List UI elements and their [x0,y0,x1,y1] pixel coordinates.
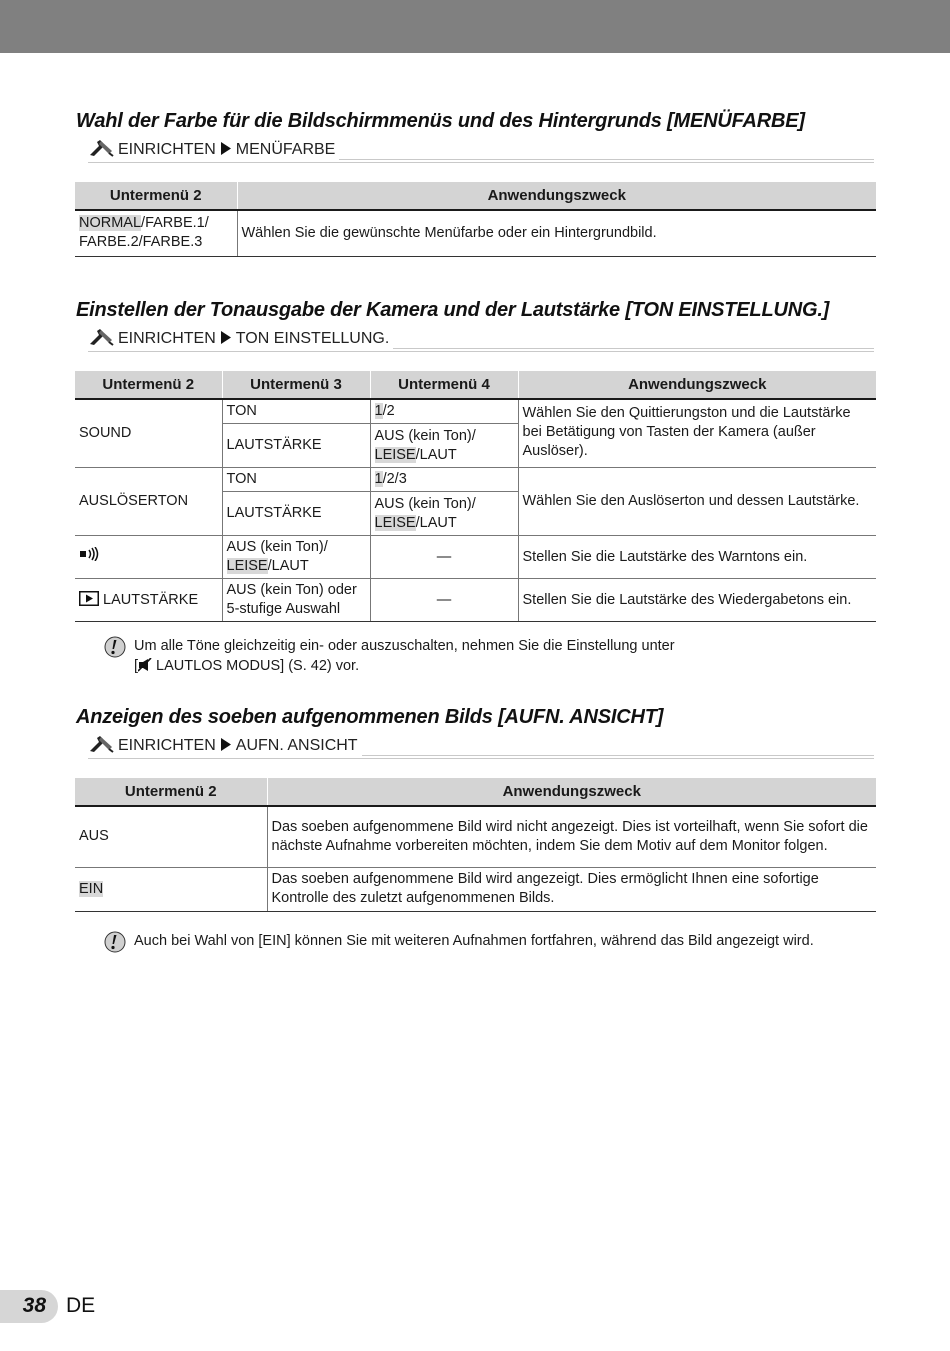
playback-sub4: — [370,579,518,622]
playback-icon [79,591,99,606]
sound-laut-options: AUS (kein Ton)/ LEISE/LAUT [370,424,518,468]
arrow-right-icon [220,142,232,155]
shutter-laut-options: AUS (kein Ton)/ LEISE/LAUT [370,492,518,536]
sound-laut: LAUTSTÄRKE [222,424,370,468]
aus-purpose: Das soeben aufgenommene Bild wird nicht angezeigt. Dies ist vorteilhaft, wenn Sie sofort die nächste Aufnahme vorbereiten möchten, indem Sie dem Motiv auf dem Monitor folgen. [267,806,876,867]
beep-label [75,536,222,579]
shutter-label: AUSLÖSERTON [75,468,222,536]
section-title-ton: Einstellen der Tonausgabe der Kamera und der Lautstärke [TON EINSTELLUNG.] [76,299,830,321]
table-row [75,806,876,867]
arrow-right-icon [220,738,232,751]
beep-options: AUS (kein Ton)/ LEISE/LAUT [222,536,370,579]
breadcrumb-setup: EINRICHTEN [118,737,216,754]
table-header-row [75,778,876,806]
default-option: NORMAL [79,215,142,232]
col-header-submenu2: Untermenü 2 [75,182,237,210]
section-title-menufarbe: Wahl der Farbe für die Bildschirmmenüs und des Hintergrunds [MENÜFARBE] [76,110,805,132]
playback-options: AUS (kein Ton) oder 5-stufige Auswahl [222,579,370,622]
section-title-aufn-ansicht: Anzeigen des soeben aufgenommenen Bilds [AUFN. ANSICHT] [76,706,664,728]
sound-label: SOUND [75,399,222,468]
table-row [75,536,876,579]
beep-sub4: — [370,536,518,579]
ein-label: EIN [75,867,267,911]
table-row [75,210,876,256]
page-number-tab [0,1290,58,1323]
setup-wrench-icon [88,139,114,157]
table-row [75,867,876,911]
breadcrumb-menufarbe [88,140,874,164]
setup-wrench-icon [88,328,114,346]
setup-wrench-icon [88,735,114,753]
ein-purpose: Das soeben aufgenommene Bild wird angezeigt. Dies ermöglicht Ihnen eine sofortige Kontrolle des zuletzt aufgenommenen Bilds. [267,867,876,911]
table-row [75,579,876,622]
aufn-ansicht-table [75,778,876,912]
sound-ton-options: 1/2 [370,399,518,424]
beep-purpose: Stellen Sie die Lautstärke des Warntons ein. [518,536,876,579]
sound-ton: TON [222,399,370,424]
table-row [75,468,876,492]
breadcrumb-setup: EINRICHTEN [118,141,216,158]
shutter-ton-options: 1/2/3 [370,468,518,492]
menufarbe-table [75,182,876,257]
arrow-right-icon [220,331,232,344]
col-header-purpose: Anwendungszweck [267,778,876,806]
table-header-row [75,182,876,210]
breadcrumb-aufn-item: AUFN. ANSICHT [235,737,358,754]
top-header-bar [0,0,950,53]
breadcrumb-setup: EINRICHTEN [118,330,216,347]
silent-mode-icon [138,658,152,672]
col-header-submenu2: Untermenü 2 [75,371,222,399]
playback-label: LAUTSTÄRKE [75,579,222,622]
breadcrumb-ton [88,329,874,353]
ton-table [75,371,876,622]
breadcrumb-menufarbe-item: MENÜFARBE [235,141,336,158]
col-header-purpose: Anwendungszweck [518,371,876,399]
shutter-ton: TON [222,468,370,492]
table-header-row [75,371,876,399]
shutter-laut: LAUTSTÄRKE [222,492,370,536]
sound-purpose: Wählen Sie den Quittierungston und die Lautstärke bei Betätigung von Tasten der Kamera (außer Auslöser). [518,399,876,468]
page-number: 38 [22,1294,46,1317]
col-header-purpose: Anwendungszweck [237,182,876,210]
language-code: DE [66,1294,96,1317]
note-text: Auch bei Wahl von [EIN] können Sie mit weiteren Aufnahmen fortfahren, während das Bild angezeigt wird. [134,933,814,949]
col-header-submenu3: Untermenü 3 [222,371,370,399]
breadcrumb-aufn-ansicht [88,736,874,760]
breadcrumb-ton-item: TON EINSTELLUNG. [235,330,390,347]
menufarbe-options: NORMAL/FARBE.1/ FARBE.2/FARBE.3 [75,210,237,256]
col-header-submenu2: Untermenü 2 [75,778,267,806]
col-header-submenu4: Untermenü 4 [370,371,518,399]
aus-label: AUS [75,806,267,867]
note-line-1: Um alle Töne gleichzeitig ein- oder auszuschalten, nehmen Sie die Einstellung unter [134,638,675,654]
caution-icon [104,636,126,658]
caution-icon [104,931,126,953]
table-row [75,399,876,424]
menufarbe-purpose: Wählen Sie die gewünschte Menüfarbe oder ein Hintergrundbild. [237,210,876,256]
beep-volume-icon [79,547,101,561]
playback-purpose: Stellen Sie die Lautstärke des Wiedergabetons ein. [518,579,876,622]
shutter-purpose: Wählen Sie den Auslöserton und dessen Lautstärke. [518,468,876,536]
